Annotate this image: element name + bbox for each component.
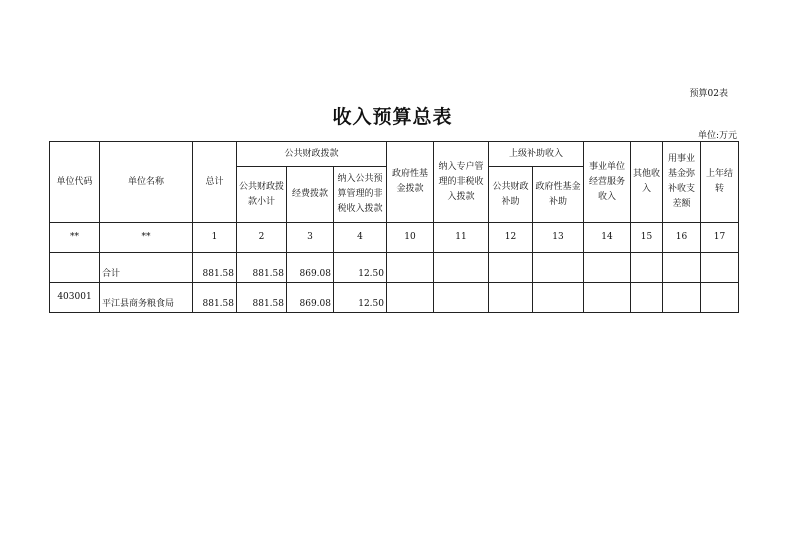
empty-cell <box>387 253 434 283</box>
header-superior-public: 公共财政补助 <box>489 167 533 223</box>
empty-cell <box>584 253 631 283</box>
empty-cell <box>533 253 584 283</box>
empty-cell <box>434 253 489 283</box>
table-row-total <box>50 253 739 283</box>
empty-cell <box>701 253 739 283</box>
index-cell: 11 <box>434 223 489 253</box>
total-cell: 881.58 <box>193 283 237 313</box>
empty-cell <box>489 253 533 283</box>
empty-cell <box>584 283 631 313</box>
header-other-income: 其他收入 <box>631 142 663 223</box>
header-unit-name: 单位名称 <box>100 142 193 223</box>
index-cell: ** <box>50 223 100 253</box>
unit-code-cell: 403001 <box>50 283 100 313</box>
header-total: 总计 <box>193 142 237 223</box>
header-unit-code: 单位代码 <box>50 142 100 223</box>
index-cell: 13 <box>533 223 584 253</box>
index-cell: 15 <box>631 223 663 253</box>
empty-cell <box>663 283 701 313</box>
nontax-public-cell: 12.50 <box>334 283 387 313</box>
header-gov-fund: 政府性基金拨款 <box>387 142 434 223</box>
index-cell: 1 <box>193 223 237 253</box>
empty-cell <box>387 283 434 313</box>
header-business-income: 事业单位经营服务收入 <box>584 142 631 223</box>
operating-cell: 869.08 <box>287 283 334 313</box>
public-subtotal-cell: 881.58 <box>237 283 287 313</box>
index-cell: 16 <box>663 223 701 253</box>
empty-cell <box>663 253 701 283</box>
nontax-public-cell: 12.50 <box>334 253 387 283</box>
index-cell: 17 <box>701 223 739 253</box>
form-code: 预算02表 <box>689 89 728 99</box>
empty-cell <box>533 283 584 313</box>
page-title: 收入预算总表 <box>332 106 453 128</box>
header-public-subtotal: 公共财政拨款小计 <box>237 167 287 223</box>
header-row-1 <box>50 142 739 167</box>
income-budget-table <box>49 141 739 313</box>
index-row <box>50 223 739 253</box>
header-nontax-public: 纳入公共预算管理的非税收入拨款 <box>334 167 387 223</box>
index-cell: ** <box>100 223 193 253</box>
public-subtotal-cell: 881.58 <box>237 253 287 283</box>
header-nontax-special: 纳入专户管理的非税收入拨款 <box>434 142 489 223</box>
operating-cell: 869.08 <box>287 253 334 283</box>
header-public-finance: 公共财政拨款 <box>237 142 387 167</box>
table-row-unit <box>50 283 739 313</box>
unit-name-cell: 平江县商务粮食局 <box>100 283 193 313</box>
index-cell: 4 <box>334 223 387 253</box>
empty-cell <box>631 253 663 283</box>
header-carryover: 上年结转 <box>701 142 739 223</box>
total-cell: 881.58 <box>193 253 237 283</box>
empty-cell <box>434 283 489 313</box>
index-cell: 3 <box>287 223 334 253</box>
index-cell: 2 <box>237 223 287 253</box>
empty-cell <box>631 283 663 313</box>
index-cell: 12 <box>489 223 533 253</box>
index-cell: 14 <box>584 223 631 253</box>
unit-name-cell: 合计 <box>100 253 193 283</box>
empty-cell <box>701 283 739 313</box>
index-cell: 10 <box>387 223 434 253</box>
header-superior-gov-fund: 政府性基金补助 <box>533 167 584 223</box>
header-fund-balance: 用事业基金弥补收支差额 <box>663 142 701 223</box>
unit-code-cell <box>50 253 100 283</box>
header-operating-funds: 经费拨款 <box>287 167 334 223</box>
unit-label: 单位:万元 <box>697 131 737 141</box>
empty-cell <box>489 283 533 313</box>
header-superior-subsidy: 上级补助收入 <box>489 142 584 167</box>
